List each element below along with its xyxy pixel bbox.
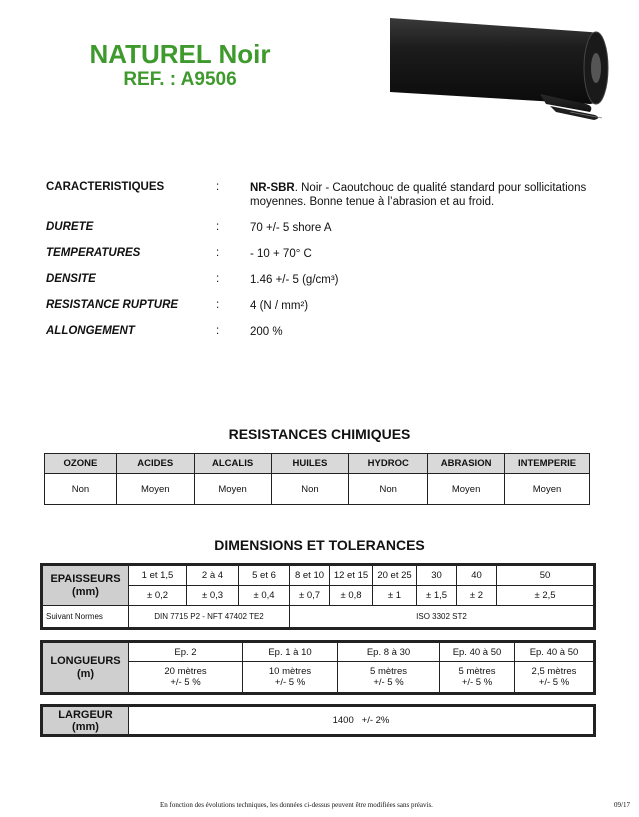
length-range: Ep. 8 à 30 [338, 643, 440, 662]
spec-row-resistance-rupture [46, 299, 616, 325]
thickness-value: 30 [417, 566, 457, 586]
thickness-tolerance: ± 0,3 [187, 586, 239, 606]
spec-label: ALLONGEMENT [46, 325, 135, 337]
largeur-row [43, 707, 594, 735]
length-cell [515, 662, 594, 693]
thickness-value: 12 et 15 [330, 566, 373, 586]
thickness-value: 40 [457, 566, 497, 586]
chem-value-row [45, 474, 590, 505]
longueurs-table [42, 642, 594, 693]
length-tolerance: +/- 5 % [461, 677, 493, 688]
chem-header: HYDROC [349, 454, 428, 474]
largeur-unit: (mm) [72, 720, 99, 733]
length-cell [243, 662, 338, 693]
length-range: Ep. 40 à 50 [515, 643, 594, 662]
longueurs-label: LONGUEURS [50, 654, 121, 667]
norme-din: DIN 7715 P2 - NFT 47402 TE2 [129, 606, 290, 628]
epaisseurs-label-cell [43, 566, 129, 606]
chem-value: Moyen [505, 474, 590, 505]
longueurs-box [40, 640, 596, 695]
spec-label: CARACTERISTIQUES [46, 181, 165, 193]
thickness-tolerance: ± 0,4 [239, 586, 290, 606]
thickness-tolerance: ± 0,8 [330, 586, 373, 606]
spec-label: DURETE [46, 221, 94, 233]
epaisseurs-unit: (mm) [72, 585, 99, 598]
thickness-value: 1 et 1,5 [129, 566, 187, 586]
thickness-tolerance: ± 1,5 [417, 586, 457, 606]
thickness-tolerance: ± 2 [457, 586, 497, 606]
thickness-tolerance: ± 0,7 [290, 586, 330, 606]
chem-value: Moyen [428, 474, 505, 505]
spec-row-densite [46, 273, 616, 299]
length-tolerance: +/- 5 % [538, 677, 570, 688]
longueurs-label-cell [43, 643, 129, 693]
footer-date: 09/17 [614, 801, 630, 809]
epaisseurs-box [40, 563, 596, 630]
spec-value: 1.46 +/- 5 (g/cm³) [250, 274, 339, 286]
epaisseurs-table [42, 565, 594, 628]
thickness-value: 2 à 4 [187, 566, 239, 586]
spec-row-temperatures [46, 247, 616, 273]
largeur-label: LARGEUR [58, 708, 113, 721]
thickness-tolerance: ± 2,5 [497, 586, 594, 606]
normes-label: Suivant Normes [43, 606, 129, 628]
footer-note: En fonction des évolutions techniques, les données ci-dessus peuvent être modifiées sans préavis. [160, 801, 433, 809]
chem-header: ACIDES [116, 454, 194, 474]
epaisseurs-label: EPAISSEURS [50, 572, 121, 585]
largeur-box [40, 704, 596, 737]
specifications [46, 181, 616, 351]
dimensions-section-title: DIMENSIONS ET TOLERANCES [214, 537, 425, 553]
largeur-label-cell [43, 707, 129, 735]
spec-label: DENSITE [46, 273, 96, 285]
spec-value-bold: NR-SBR [250, 182, 295, 194]
length-tolerance: +/- 5 % [170, 677, 201, 688]
chem-header: ALCALIS [194, 454, 271, 474]
chem-header: OZONE [45, 454, 117, 474]
thickness-value: 50 [497, 566, 594, 586]
length-value: 10 mètres [268, 666, 312, 677]
longueurs-unit: (m) [76, 667, 95, 680]
norme-iso: ISO 3302 ST2 [290, 606, 594, 628]
spec-colon: : [216, 325, 220, 337]
spec-colon: : [216, 221, 220, 233]
chem-value: Moyen [116, 474, 194, 505]
longueurs-range-row [43, 643, 594, 662]
spec-row-caracteristiques [46, 181, 616, 221]
length-tolerance: +/- 5 % [373, 677, 404, 688]
length-value: 5 mètres [370, 666, 407, 677]
thickness-tolerance: ± 1 [373, 586, 417, 606]
spec-label: RESISTANCE RUPTURE [46, 299, 179, 311]
spec-colon: : [216, 247, 220, 259]
spec-value [250, 181, 620, 209]
product-title: NATUREL Noir [89, 39, 271, 69]
chem-value: Non [349, 474, 428, 505]
thickness-value: 5 et 6 [239, 566, 290, 586]
largeur-value: 1400 +/- 2% [129, 707, 594, 735]
thickness-value: 20 et 25 [373, 566, 417, 586]
length-cell [440, 662, 515, 693]
chem-value: Moyen [194, 474, 271, 505]
product-reference: REF. : A9506 [123, 69, 237, 90]
chem-value: Non [45, 474, 117, 505]
spec-value: 70 +/- 5 shore A [250, 222, 332, 234]
spec-row-durete [46, 221, 616, 247]
spec-label: TEMPERATURES [46, 247, 141, 259]
length-range: Ep. 40 à 50 [440, 643, 515, 662]
spec-row-allongement [46, 325, 616, 351]
epaisseurs-values-row [43, 566, 594, 586]
normes-row [43, 606, 594, 628]
title-block [60, 40, 300, 92]
chem-resistance-table [44, 453, 590, 505]
thickness-value: 8 et 10 [290, 566, 330, 586]
length-cell [338, 662, 440, 693]
length-range: Ep. 2 [129, 643, 243, 662]
largeur-table [42, 706, 594, 735]
spec-colon: : [216, 273, 220, 285]
chem-header: INTEMPERIE [505, 454, 590, 474]
length-range: Ep. 1 à 10 [243, 643, 338, 662]
chem-header: ABRASION [428, 454, 505, 474]
spec-value: - 10 + 70° C [250, 248, 312, 260]
spec-colon: : [216, 181, 220, 193]
spec-value: 200 % [250, 326, 283, 338]
chem-section-title: RESISTANCES CHIMIQUES [228, 426, 411, 442]
spec-value-text: . Noir - Caoutchouc de qualité standard pour sollicitations moyennes. Bonne tenue à l’abrasion et au froid. [250, 182, 587, 208]
length-value: 2,5 mètres [531, 666, 577, 677]
rubber-roll-image [390, 14, 610, 122]
length-cell [129, 662, 243, 693]
length-tolerance: +/- 5 % [274, 677, 306, 688]
chem-header: HUILES [271, 454, 349, 474]
chem-header-row [45, 454, 590, 474]
chem-value: Non [271, 474, 349, 505]
spec-colon: : [216, 299, 220, 311]
thickness-tolerance: ± 0,2 [129, 586, 187, 606]
length-value: 20 mètres [164, 666, 207, 677]
spec-value: 4 (N / mm²) [250, 300, 309, 312]
length-value: 5 mètres [458, 666, 496, 677]
